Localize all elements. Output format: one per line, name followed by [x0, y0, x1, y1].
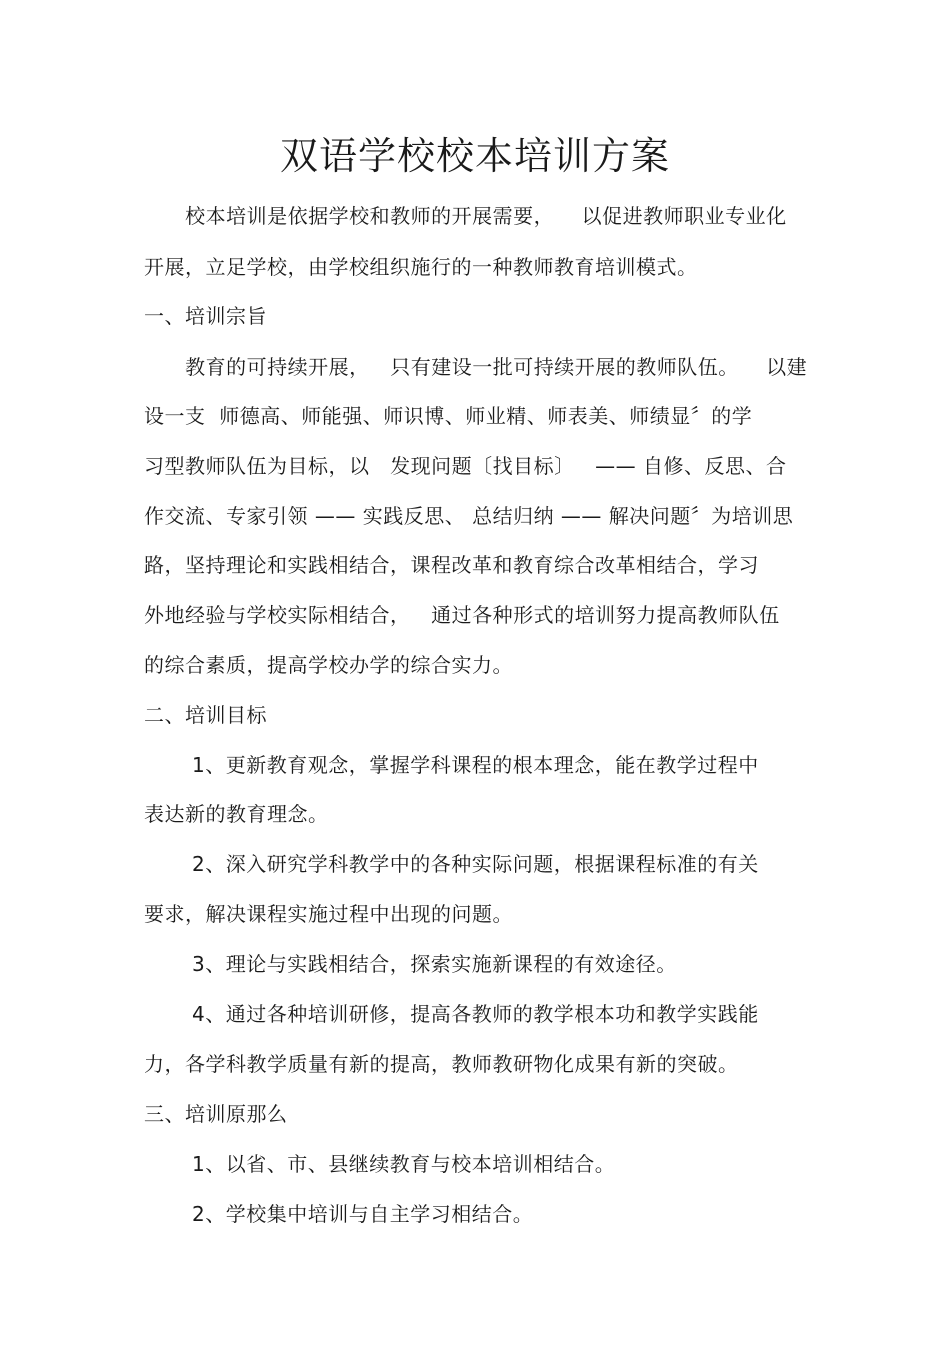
list-item-line: 2、学校集中培训与自主学习相结合。: [144, 1202, 534, 1226]
paragraph-line: 习型教师队伍为目标，以 发现问题〔找目标〕 —— 自修、反思、合: [144, 454, 787, 478]
document-title: 双语学校校本培训方案: [279, 134, 670, 178]
paragraph-line: 路，坚持理论和实践相结合，课程改革和教育综合改革相结合，学习: [144, 553, 759, 577]
list-item-line: 1、以省、市、县继续教育与校本培训相结合。: [144, 1152, 616, 1176]
list-item-line: 力，各学科教学质量有新的提高，教师教研物化成果有新的突破。: [144, 1052, 739, 1076]
section-heading: 三、培训原那么: [144, 1102, 288, 1126]
paragraph-line: 的综合素质，提高学校办学的综合实力。: [144, 653, 513, 677]
list-item-line: 1、更新教育观念，掌握学科课程的根本理念，能在教学过程中: [144, 753, 759, 777]
paragraph-line: 开展，立足学校，由学校组织施行的一种教师教育培训模式。: [144, 255, 698, 279]
list-item-line: 2、深入研究学科教学中的各种实际问题，根据课程标准的有关: [144, 852, 759, 876]
paragraph-line: 设一支 师德高、师能强、师识博、师业精、师表美、师绩显〞的学: [144, 404, 753, 428]
list-item-line: 4、通过各种培训研修，提高各教师的教学根本功和教学实践能: [144, 1002, 759, 1026]
paragraph-line: 外地经验与学校实际相结合， 通过各种形式的培训努力提高教师队伍: [144, 603, 780, 627]
paragraph-line: 作交流、专家引领 —— 实践反思、 总结归纳 —— 解决问题〞为培训思: [144, 504, 794, 528]
list-item-line: 要求，解决课程实施过程中出现的问题。: [144, 902, 513, 926]
paragraph-line: 校本培训是依据学校和教师的开展需要， 以促进教师职业专业化: [144, 204, 787, 228]
section-heading: 二、培训目标: [144, 703, 267, 727]
list-item-line: 表达新的教育理念。: [144, 802, 329, 826]
list-item-line: 3、理论与实践相结合，探索实施新课程的有效途径。: [144, 952, 677, 976]
paragraph-line: 教育的可持续开展， 只有建设一批可持续开展的教师队伍。 以建: [144, 355, 808, 379]
section-heading: 一、培训宗旨: [144, 304, 267, 328]
